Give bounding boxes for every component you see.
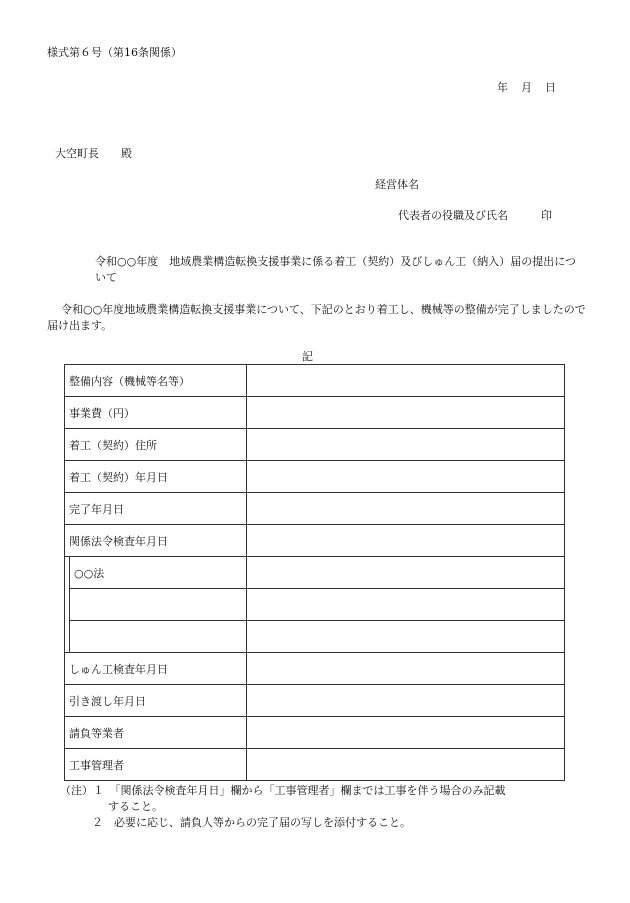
table-row (65, 461, 565, 493)
body-text: 令和○○年度地域農業構造転換支援事業について、下記のとおり着工し、機械等の整備が完了しましたので届け出ます。 (47, 303, 586, 332)
row-label: 請負等業者 (65, 717, 247, 749)
note-line-1: （注）１ 「関係法令検査年月日」欄から「工事管理者」欄までは工事を伴う場合のみ記載 (60, 784, 506, 797)
row-value-cell[interactable] (247, 365, 565, 397)
row-label: 関係法令検査年月日 (65, 525, 247, 557)
ki-heading: 記 (302, 350, 313, 363)
row-label: 着工（契約）住所 (65, 429, 247, 461)
row-value-cell[interactable] (247, 685, 565, 717)
form-number: 様式第６号（第16条関係） (47, 46, 182, 59)
row-value-cell[interactable] (247, 589, 565, 621)
row-value-cell[interactable] (247, 525, 565, 557)
row-value-cell[interactable] (247, 397, 565, 429)
row-label: 工事管理者 (65, 749, 247, 781)
addressee: 大空町長 殿 (55, 147, 132, 160)
sub-row-label[interactable] (70, 589, 247, 621)
sub-row-label[interactable] (70, 621, 247, 653)
table-sub-row (65, 589, 565, 621)
row-label: 事業費（円） (65, 397, 247, 429)
row-label: 整備内容（機械等名等） (65, 365, 247, 397)
report-table (64, 364, 565, 781)
row-label: しゅん工検査年月日 (65, 653, 247, 685)
table-row (65, 397, 565, 429)
table-row (65, 749, 565, 781)
table-row (65, 717, 565, 749)
table-row (65, 365, 565, 397)
row-value-cell[interactable] (247, 493, 565, 525)
table-sub-row (65, 621, 565, 653)
row-value-cell[interactable] (247, 461, 565, 493)
row-value-cell[interactable] (247, 621, 565, 653)
row-value-cell[interactable] (247, 653, 565, 685)
operator-name-label: 経営体名 (375, 178, 419, 191)
row-label: 引き渡し年月日 (65, 685, 247, 717)
document-subject: 令和○○年度 地域農業構造転換支援事業に係る着工（契約）及びしゅん工（納入）届の提出について (95, 255, 576, 284)
table-row (65, 429, 565, 461)
table-row (65, 653, 565, 685)
representative-label: 代表者の役職及び氏名 印 (398, 209, 552, 222)
row-value-cell[interactable] (247, 429, 565, 461)
row-label: 完了年月日 (65, 493, 247, 525)
notes (60, 783, 506, 831)
note-line-3: ２ 必要に応じ、請負人等からの完了届の写しを添付すること。 (92, 816, 411, 829)
row-value-cell[interactable] (247, 557, 565, 589)
row-value-cell[interactable] (247, 717, 565, 749)
table-row (65, 493, 565, 525)
table-row (65, 685, 565, 717)
table-sub-row (65, 557, 565, 589)
row-value-cell[interactable] (247, 749, 565, 781)
note-line-2: すること。 (108, 800, 163, 813)
date-line: 年 月 日 (497, 81, 557, 94)
sub-row-label: ○○法 (70, 557, 247, 589)
row-label: 着工（契約）年月日 (65, 461, 247, 493)
table-row (65, 525, 565, 557)
